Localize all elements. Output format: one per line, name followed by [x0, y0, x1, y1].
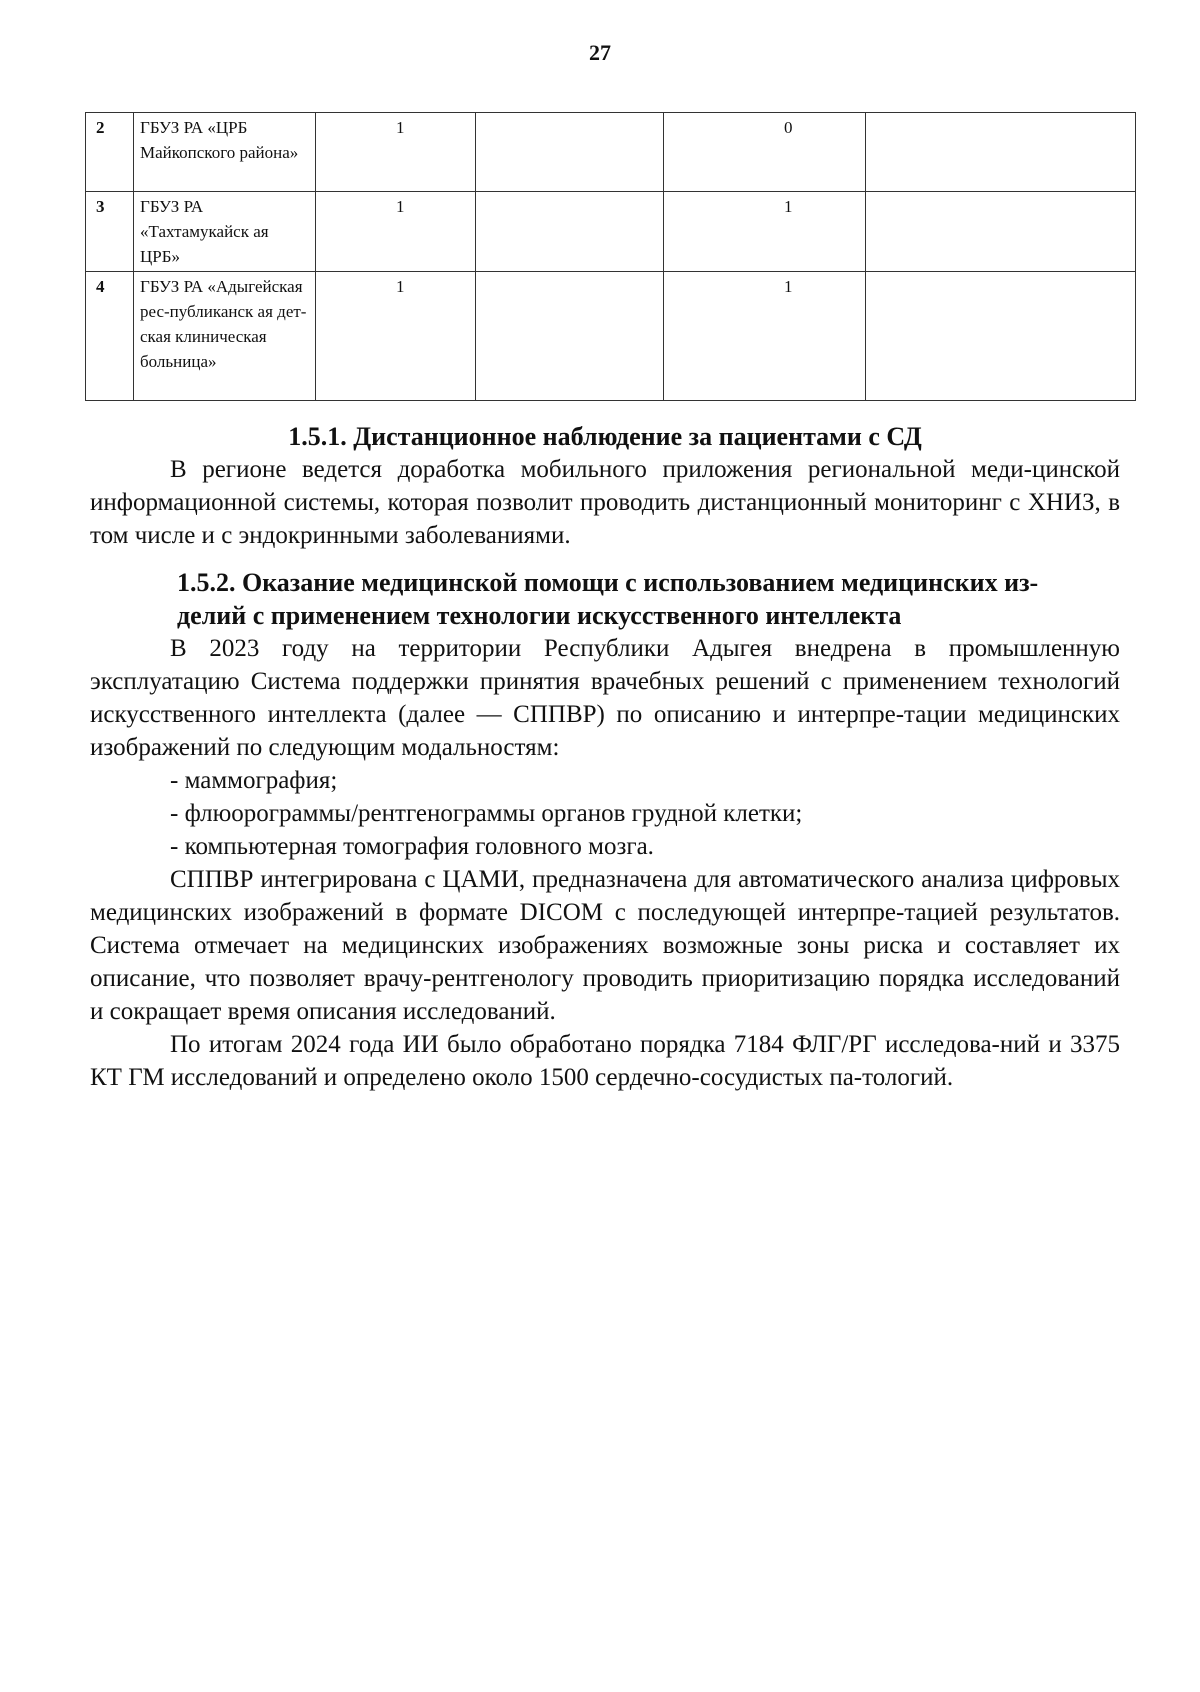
section-paragraph: В 2023 году на территории Республики Адыгея внедрена в промышленную эксплуатацию Система поддержки принятия врачебных решений с применением технологий искусственного интеллекта (далее — СППВР) по описанию и интерпре-тации медицинских изображений по следующим модальностям:	[90, 635, 1120, 761]
row-number: 4	[86, 272, 134, 401]
empty-cell	[866, 272, 1136, 401]
empty-cell	[476, 113, 664, 192]
section-paragraph: В регионе ведется доработка мобильного приложения региональной меди-цинской информационной системы, которая позволит проводить дистанционный мониторинг с ХНИЗ, в том числе и с эндокринными заболеваниями.	[90, 456, 1120, 549]
heading-line-1: 1.5.2. Оказание медицинской помощи с использованием медицинских из-	[177, 568, 1039, 597]
empty-cell	[476, 272, 664, 401]
facility-name: ГБУЗ РА «Адыгейская рес-публиканск ая дет-ская клиническая больница»	[134, 272, 316, 401]
document-body	[90, 420, 1120, 1094]
value-cell: 1	[664, 272, 866, 401]
value-cell: 1	[316, 192, 476, 272]
value-cell: 1	[316, 272, 476, 401]
section-heading-1-5-1: 1.5.1. Дистанционное наблюдение за пациентами с СД	[288, 422, 922, 451]
table-row	[86, 272, 1136, 401]
value-cell: 1	[664, 192, 866, 272]
facility-name: ГБУЗ РА «Тахтамукайск ая ЦРБ»	[134, 192, 316, 272]
page-number: 27	[589, 40, 611, 65]
table-row	[86, 192, 1136, 272]
value-cell: 1	[316, 113, 476, 192]
row-number: 2	[86, 113, 134, 192]
list-item: - флюорограммы/рентгенограммы органов грудной клетки;	[170, 800, 803, 827]
value-cell: 0	[664, 113, 866, 192]
section-paragraph: По итогам 2024 года ИИ было обработано порядка 7184 ФЛГ/РГ исследова-ний и 3375 КТ ГМ исследований и определено около 1500 сердечно-сосудистых па-тологий.	[90, 1031, 1120, 1091]
list-item: - компьютерная томография головного мозга.	[170, 833, 654, 860]
row-number: 3	[86, 192, 134, 272]
empty-cell	[866, 113, 1136, 192]
section-paragraph: СППВР интегрирована с ЦАМИ, предназначена для автоматического анализа цифровых медицинских изображений в формате DICOM с последующей интерпре-тацией результатов. Система отмечает на медицинских изображениях возможные зоны риска и составляет их описание, что позволяет врачу-рентгенологу проводить приоритизацию порядка исследований и сокращает время описания исследований.	[90, 866, 1120, 1025]
table-row	[86, 113, 1136, 192]
facility-name: ГБУЗ РА «ЦРБ Майкопского района»	[134, 113, 316, 192]
list-item: - маммография;	[170, 767, 338, 794]
empty-cell	[866, 192, 1136, 272]
empty-cell	[476, 192, 664, 272]
section-heading-1-5-2	[90, 566, 1120, 632]
facilities-table	[85, 112, 1136, 401]
heading-line-2: делий с применением технологии искусственного интеллекта	[177, 601, 902, 630]
